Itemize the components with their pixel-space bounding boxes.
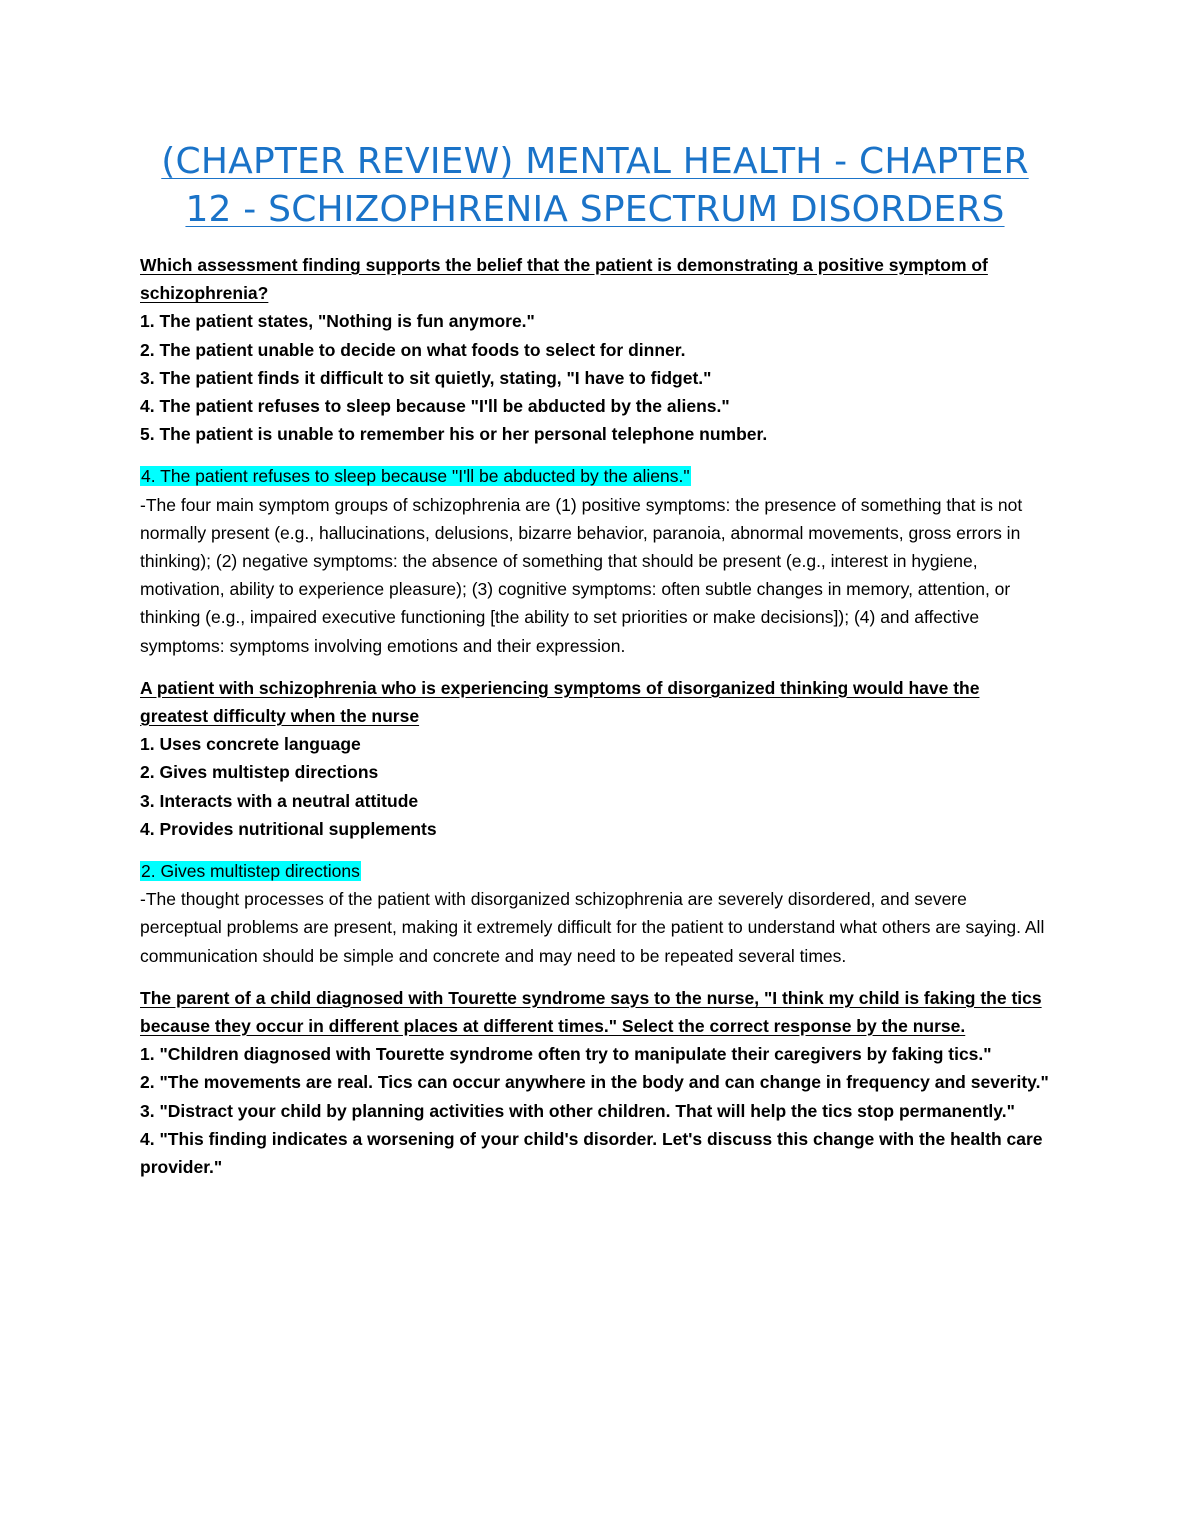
answer-highlight: 4. The patient refuses to sleep because "I'll be abducted by the aliens." [141, 466, 690, 487]
answer-option: 4. "This finding indicates a worsening of your child's disorder. Let's discuss this change with the health care provider." [140, 1128, 1043, 1178]
answer-option: 4. Provides nutritional supplements [140, 818, 437, 839]
answer-rationale: -The four main symptom groups of schizophrenia are (1) positive symptoms: the presence of something that is not normally present (e.g., hallucinations, delusions, bizarre behavior, paranoia, abnormal movements, gross errors in thinking); (2) negative symptoms: the absence of something that should be present (e.g., interest in hygiene, motivation, ability to experience pleasure); (3) cognitive symptoms: often subtle changes in memory, attention, or thinking (e.g., impaired executive functioning [the ability to set priorities or make decisions]); (4) and affective symptoms: symptoms involving emotions and their expression. [140, 494, 1023, 656]
answer-option: 2. "The movements are real. Tics can occur anywhere in the body and can change in frequency and severity." [140, 1072, 1049, 1093]
correct-answer [140, 857, 1050, 885]
answer-option: 1. The patient states, "Nothing is fun anymore." [140, 311, 535, 332]
answer-option: 5. The patient is unable to remember his or her personal telephone number. [140, 424, 768, 445]
correct-answer [140, 462, 1050, 490]
answer-option: 3. "Distract your child by planning activities with other children. That will help the tics stop permanently." [140, 1100, 1015, 1121]
question-prompt: A patient with schizophrenia who is experiencing symptoms of disorganized thinking would have the greatest difficulty when the nurse [140, 677, 980, 727]
answer-rationale: -The thought processes of the patient with disorganized schizophrenia are severely disordered, and severe perceptual problems are present, making it extremely difficult for the patient to understand what others are saying. All communication should be simple and concrete and may need to be repeated several times. [140, 889, 1045, 966]
answer-option: 3. Interacts with a neutral attitude [140, 790, 419, 811]
answer-option: 2. Gives multistep directions [140, 762, 379, 783]
answer-option: 3. The patient finds it difficult to sit quietly, stating, "I have to fidget." [140, 367, 712, 388]
answer-option: 1. "Children diagnosed with Tourette syndrome often try to manipulate their caregivers by faking tics." [140, 1044, 992, 1065]
answer-option: 2. The patient unable to decide on what foods to select for dinner. [140, 339, 686, 360]
question-3 [140, 984, 1050, 1181]
question-1 [140, 251, 1050, 660]
answer-highlight: 2. Gives multistep directions [141, 861, 360, 882]
question-2 [140, 674, 1050, 970]
document-page [140, 0, 1050, 1181]
answer-option: 4. The patient refuses to sleep because "I'll be abducted by the aliens." [140, 396, 730, 417]
question-prompt: Which assessment finding supports the belief that the patient is demonstrating a positive symptom of schizophrenia? [140, 255, 988, 304]
document-title: (CHAPTER REVIEW) MENTAL HEALTH - CHAPTER 12 - SCHIZOPHRENIA SPECTRUM DISORDERS [161, 141, 1029, 230]
question-prompt: The parent of a child diagnosed with Tourette syndrome says to the nurse, "I think my child is faking the tics because they occur in different places at different times." Select the correct response by the nurse. [140, 987, 1042, 1037]
answer-option: 1. Uses concrete language [140, 734, 361, 755]
